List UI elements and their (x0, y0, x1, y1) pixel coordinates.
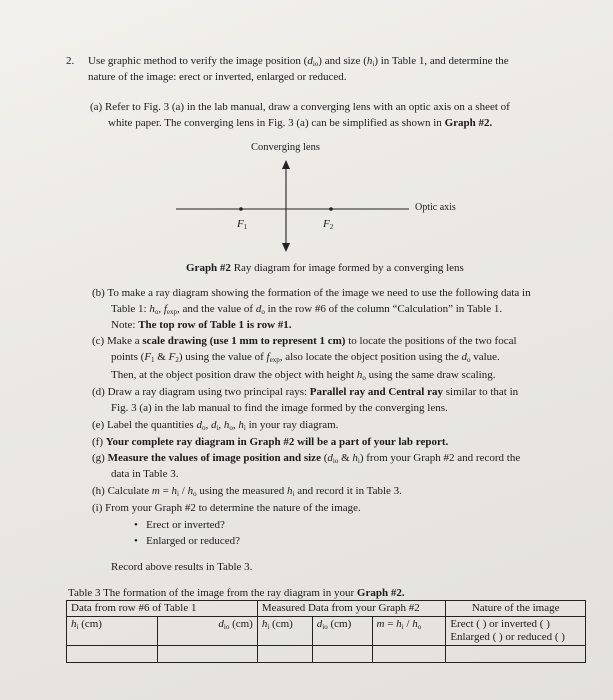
table3-group-measured: Measured Data from your Graph #2 (257, 601, 445, 617)
table3-col-magnification: $m = h_i / h_o$ (372, 617, 446, 646)
part-b-line2: Table 1: $h_o$, $f_{exp}$, and the value of $d_o$ in the row #6 of the column “Calculation” in Table 1. (111, 303, 503, 316)
part-f-line: (f) Your complete ray diagram in Graph #2 will be a part of your lab report. (92, 436, 449, 448)
table3-col-dio-measured: $d_{io}$ (cm) (312, 617, 372, 646)
bullet-erect-inverted: • Erect or inverted? (134, 519, 225, 531)
part-g-line2: data in Table 3. (111, 468, 179, 480)
table3-cell-dio-measured[interactable] (312, 646, 372, 663)
table3-data-row (67, 646, 586, 663)
table3-cell-hi-measured[interactable] (257, 646, 312, 663)
table3-col-nature (446, 617, 586, 646)
optic-axis-label: Optic axis (415, 202, 456, 213)
question-text-line1: Use graphic method to verify the image position $(d_{io})$ and size $(h_i)$ in Table 1, and determine the (88, 55, 509, 68)
part-a-line1: (a) Refer to Fig. 3 (a) in the lab manual, draw a converging lens with an optic axis on a sheet of (90, 101, 510, 113)
table3-cell-dio-row6[interactable] (158, 646, 257, 663)
part-d-line1: (d) Draw a ray diagram using two principal rays: Parallel ray and Central ray similar to that in (92, 386, 519, 398)
part-c-line3: Then, at the object position draw the object with height $h_o$ using the same draw scaling. (111, 369, 496, 382)
part-b-line3: Note: The top row of Table 1 is row #1. (111, 319, 292, 331)
table3-group-row6: Data from row #6 of Table 1 (67, 601, 258, 617)
question-number: 2. (66, 55, 75, 67)
record-instruction: Record above results in Table 3. (111, 561, 253, 573)
part-d-line2: Fig. 3 (a) in the lab manual to find the image formed by the converging lens. (111, 402, 448, 414)
table3 (66, 600, 586, 663)
table3-header-row (67, 601, 586, 617)
part-c-line1: (c) Make a scale drawing (use 1 mm to represent 1 cm) to locate the positions of the two focal (92, 335, 517, 347)
table3-group-nature: Nature of the image (446, 601, 586, 617)
part-c-line2: points ($F_1$ & $F_2$) using the value of $f_{exp}$, also locate the object position using the $d_o$ value. (111, 351, 500, 364)
table3-subheader-row (67, 617, 586, 646)
part-b-line1: (b) To make a ray diagram showing the formation of the image we need to use the following data in (92, 287, 531, 299)
table3-col-dio-row6: $d_{io}$ (cm) (158, 617, 257, 646)
part-g-line1: (g) Measure the values of image position and size ($d_{io}$ & $h_i$) from your Graph #2 and record the (92, 452, 521, 465)
bullet-enlarged-reduced: • Enlarged or reduced? (134, 535, 240, 547)
part-i-line: (i) From your Graph #2 to determine the nature of the image. (92, 502, 361, 514)
table3-col-hi-measured: $h_i$ (cm) (257, 617, 312, 646)
nature-enlarged-reduced[interactable]: Enlarged ( ) or reduced ( ) (450, 631, 565, 643)
table3-col-hi-row6: $h_i$ (cm) (67, 617, 158, 646)
focal-point-f2-label: F2 (323, 218, 334, 231)
table3-caption: Table 3 The formation of the image from the ray diagram in your Graph #2. (68, 587, 405, 599)
table3-cell-magnification[interactable] (372, 646, 446, 663)
part-a-line2: white paper. The converging lens in Fig. 3 (a) can be simplified as shown in Graph #2. (108, 117, 493, 129)
part-e-line: (e) Label the quantities $d_o$, $d_i$, $h_o$, $h_i$ in your ray diagram. (92, 419, 339, 432)
focal-point-f1-label: F1 (237, 218, 248, 231)
lens-label: Converging lens (251, 142, 320, 153)
part-h-line: (h) Calculate $m = h_i / h_o$ using the measured $h_i$ and record it in Table 3. (92, 485, 402, 498)
table3-cell-hi-row6[interactable] (67, 646, 158, 663)
nature-erect-inverted[interactable]: Erect ( ) or inverted ( ) (450, 618, 550, 630)
question-text-line2: nature of the image: erect or inverted, enlarged or reduced. (88, 71, 347, 83)
table3-cell-nature[interactable] (446, 646, 586, 663)
graph-caption: Graph #2 Ray diagram for image formed by a converging lens (186, 262, 464, 274)
